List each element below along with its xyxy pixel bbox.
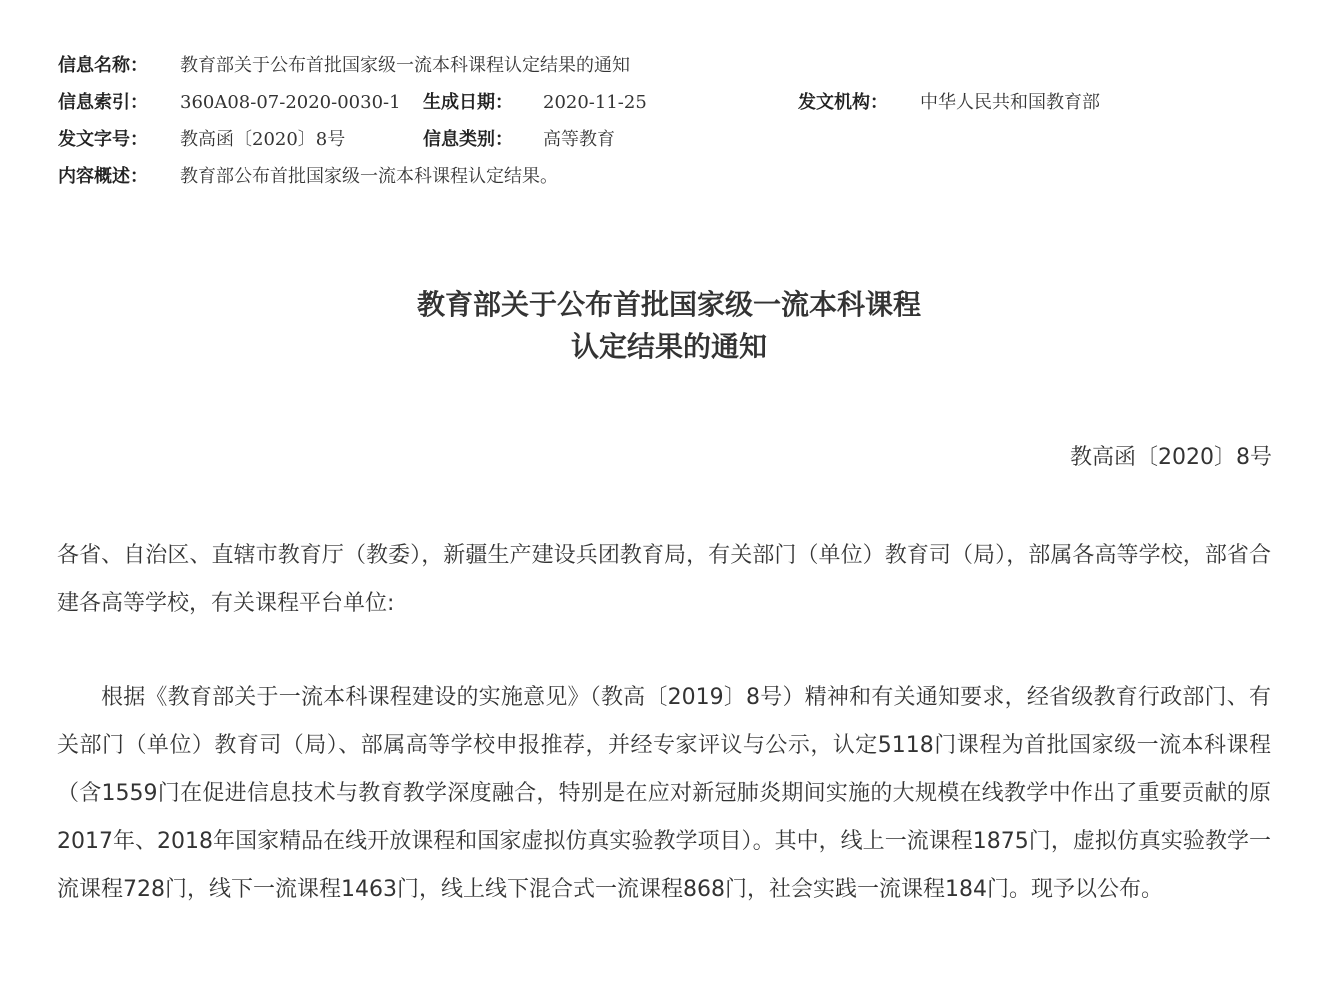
category-value: 高等教育 [543,129,615,150]
title-line-2: 认定结果的通知 [570,330,767,363]
document-title [0,284,1338,368]
doc-no-value: 教高函〔2020〕8号 [180,129,346,150]
info-name-label: 信息名称： [58,55,148,76]
info-name-value: 教育部关于公布首批国家级一流本科课程认定结果的通知 [180,55,630,76]
date-value: 2020-11-25 [543,92,647,113]
issuer-value: 中华人民共和国教育部 [920,92,1100,113]
doc-no-label: 发文字号： [58,129,148,150]
index-value: 360A08-07-2020-0030-1 [180,92,401,113]
summary-label: 内容概述： [58,166,148,187]
title-line-1: 教育部关于公布首批国家级一流本科课程 [416,288,921,321]
issuer-label: 发文机构： [798,92,888,113]
body-paragraph: 根据《教育部关于一流本科课程建设的实施意见》（教高〔2019〕8号）精神和有关通知要求，经省级教育行政部门、有关部门（单位）教育司（局）、部属高等学校申报推荐，并经专家评议与公示，认定5118门课程为首批国家级一流本科课程（含1559门在促进信息技术与教育教学深度融合，特别是在应对新冠肺炎期间实施的大规模在线教学中作出了重要贡献的原2017年、2018年国家精品在线开放课程和国家虚拟仿真实验教学项目）。其中，线上一流课程1875门，虚拟仿真实验教学一流课程728门，线下一流课程1463门，线上线下混合式一流课程868门，社会实践一流课程184门。现予以公布。 [57,685,1271,902]
salutation-paragraph: 各省、自治区、直辖市教育厅（教委），新疆生产建设兵团教育局，有关部门（单位）教育司（局），部属各高等学校，部省合建各高等学校，有关课程平台单位: [57,543,1271,616]
category-label: 信息类别： [423,129,513,150]
date-label: 生成日期： [423,92,513,113]
summary-value: 教育部公布首批国家级一流本科课程认定结果。 [180,166,558,187]
document-number: 教高函〔2020〕8号 [1070,445,1272,470]
index-label: 信息索引： [58,92,148,113]
